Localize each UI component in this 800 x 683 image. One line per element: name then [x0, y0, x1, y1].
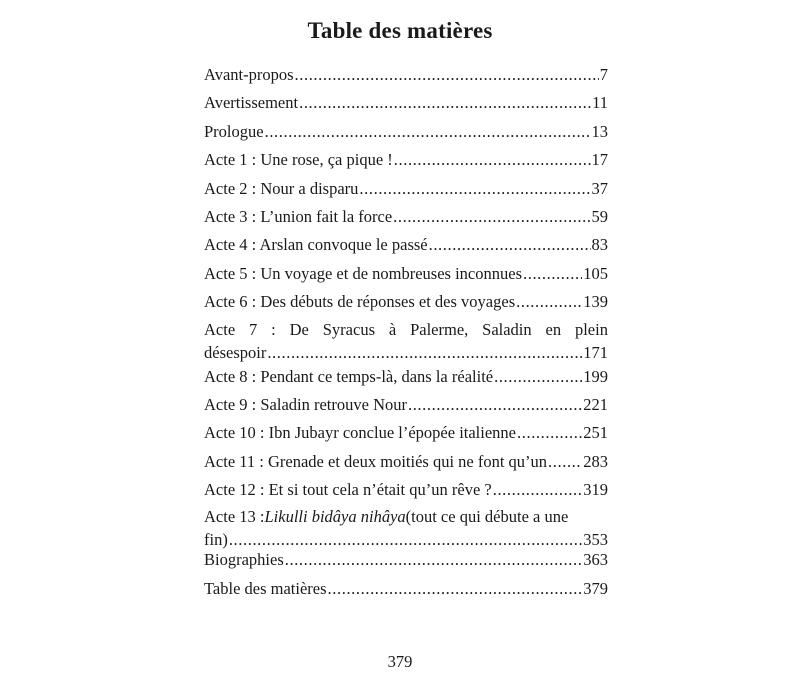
- dot-leader: [408, 393, 582, 417]
- toc-entry: [204, 148, 608, 176]
- toc-entry-label: Acte 10 : Ibn Jubayr conclue l’épopée italienne: [204, 423, 517, 443]
- toc-entry: [204, 548, 608, 576]
- toc-entry-page: 105: [583, 263, 608, 283]
- toc-entry-page: 17: [591, 150, 608, 170]
- toc-entry-label: Acte 5 : Un voyage et de nombreuses inconnues: [204, 263, 522, 283]
- toc-word: 7: [249, 319, 258, 339]
- toc-entry: [204, 91, 608, 119]
- dot-leader: [494, 365, 582, 389]
- dot-leader: [299, 91, 591, 115]
- toc-entry-label: Biographies: [204, 550, 284, 570]
- toc-entry-label-line-1: [204, 506, 608, 528]
- table-of-contents: [204, 63, 608, 605]
- toc-entry-label: Table des matières: [204, 578, 327, 598]
- toc-entry: [204, 478, 608, 506]
- toc-label-prefix: Acte 13 :: [204, 507, 265, 527]
- toc-word: Palerme,: [410, 319, 469, 339]
- toc-label-suffix: (tout ce qui débute a une: [405, 507, 569, 527]
- toc-entry: [204, 205, 608, 233]
- dot-leader: [295, 63, 599, 87]
- toc-entry-page: 11: [592, 93, 608, 113]
- dot-leader: [393, 205, 590, 229]
- toc-entry-page: 353: [583, 530, 608, 550]
- toc-word: Saladin: [482, 319, 532, 339]
- dot-leader: [267, 341, 582, 365]
- toc-entry-label: Acte 3 : L’union fait la force: [204, 206, 393, 226]
- toc-label-italic: Likulli bidâya nihâya: [264, 507, 406, 527]
- dot-leader: [394, 148, 591, 172]
- dot-leader: [493, 478, 583, 502]
- dot-leader: [516, 290, 582, 314]
- toc-entry-label: Acte 6 : Des débuts de réponses et des voyages: [204, 292, 516, 312]
- toc-entry-label-line-1: [204, 319, 608, 341]
- toc-entry-label: Prologue: [204, 121, 264, 141]
- toc-entry-page: 59: [591, 206, 608, 226]
- toc-entry-label: Acte 9 : Saladin retrouve Nour: [204, 394, 407, 414]
- toc-entry: [204, 63, 608, 91]
- dot-leader: [265, 120, 591, 144]
- toc-entry: [204, 120, 608, 148]
- toc-entry-page: 37: [591, 178, 608, 198]
- toc-entry-page: 319: [583, 480, 608, 500]
- toc-entry-label: Acte 1 : Une rose, ça pique !: [204, 150, 393, 170]
- dot-leader: [523, 262, 582, 286]
- toc-entry-label: Acte 8 : Pendant ce temps-là, dans la réalité: [204, 366, 494, 386]
- toc-entry-label: désespoir: [204, 342, 267, 362]
- page-number: 379: [387, 652, 413, 671]
- toc-entry: [204, 365, 608, 393]
- toc-word: :: [271, 319, 276, 339]
- toc-word: Acte: [204, 319, 236, 339]
- toc-word: en: [545, 319, 562, 339]
- toc-entry-label: Acte 2 : Nour a disparu: [204, 178, 359, 198]
- toc-entry-page: 7: [599, 65, 608, 84]
- toc-entry: [204, 393, 608, 421]
- toc-entry-page: 283: [583, 451, 608, 471]
- toc-entry: [204, 290, 608, 318]
- dot-leader: [328, 577, 583, 601]
- toc-entry-page: 171: [583, 342, 608, 362]
- toc-entry-page: 139: [583, 292, 608, 312]
- toc-entry-label: Acte 12 : Et si tout cela n’était qu’un rêve ?: [204, 480, 492, 500]
- dot-leader: [359, 177, 590, 201]
- toc-entry-page: 13: [591, 121, 608, 141]
- dot-leader: [517, 421, 582, 445]
- toc-entry: [204, 177, 608, 205]
- toc-entry: [204, 319, 608, 365]
- toc-entry-label-line-2: [204, 341, 608, 365]
- toc-entry: [204, 421, 608, 449]
- toc-word: Syracus: [322, 319, 375, 339]
- toc-word: à: [388, 319, 397, 339]
- toc-entry-label: Acte 11 : Grenade et deux moitiés qui ne font qu’un: [204, 451, 548, 471]
- toc-entry-label: Avant-propos: [204, 65, 294, 84]
- toc-word: De: [289, 319, 309, 339]
- toc-entry-page: 83: [591, 235, 608, 255]
- toc-entry-page: 221: [583, 394, 608, 414]
- toc-entry: [204, 450, 608, 478]
- toc-entry-label: Acte 4 : Arslan convoque le passé: [204, 235, 428, 255]
- toc-word: plein: [574, 319, 608, 339]
- toc-entry: [204, 233, 608, 261]
- toc-entry-page: 379: [583, 578, 608, 598]
- toc-entry-page: 199: [583, 366, 608, 386]
- toc-entry: [204, 262, 608, 290]
- dot-leader: [548, 450, 582, 474]
- toc-entry-label: fin): [204, 530, 228, 550]
- page-title: Table des matières: [307, 18, 493, 43]
- toc-entry-page: 251: [583, 423, 608, 443]
- toc-entry: [204, 577, 608, 605]
- toc-entry-label: Avertissement: [204, 93, 299, 113]
- dot-leader: [429, 233, 591, 257]
- toc-entry: [204, 506, 608, 548]
- dot-leader: [285, 548, 583, 572]
- toc-entry-page: 363: [583, 550, 608, 570]
